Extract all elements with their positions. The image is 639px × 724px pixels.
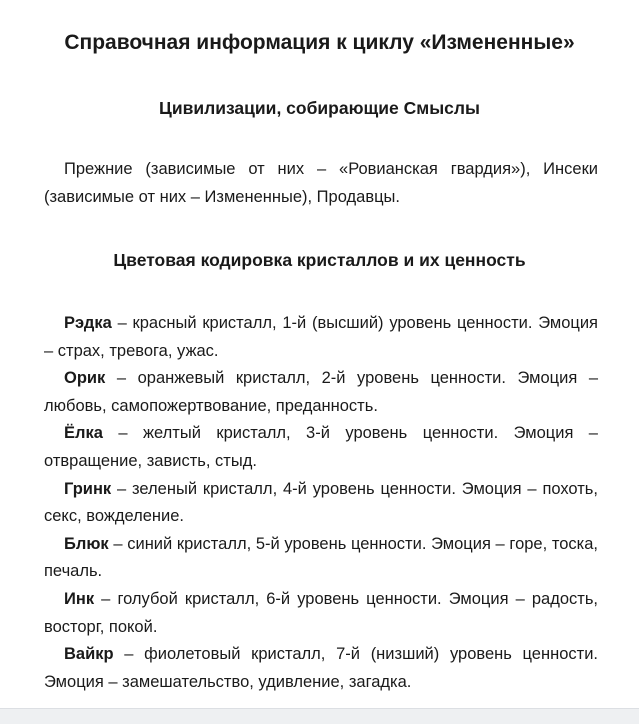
civilizations-heading: Цивилизации, собирающие Смыслы	[159, 98, 480, 118]
crystal-description: – красный кристалл, 1-й (высший) уровень ценности. Эмоция – страх, тревога, ужас.	[44, 314, 598, 360]
crystal-description: – голубой кристалл, 6-й уровень ценности. Эмоция – радость, восторг, покой.	[44, 589, 598, 636]
crystal-description: – желтый кристалл, 3-й уровень ценности. Эмоция – отвращение, зависть, стыд.	[44, 424, 598, 470]
crystal-name: Инк	[64, 589, 95, 608]
crystal-name: Гринк	[64, 479, 112, 498]
crystal-name: Ёлка	[64, 424, 103, 443]
crystal-description: – зеленый кристалл, 4-й уровень ценности. Эмоция – похоть, секс, вожделение.	[44, 479, 598, 526]
bottom-bar	[0, 708, 639, 724]
crystal-list	[44, 310, 598, 696]
crystal-item-ink	[44, 586, 598, 641]
crystal-name: Рэдка	[64, 314, 112, 332]
crystal-name: Блюк	[64, 534, 109, 553]
crystal-item-yolka	[44, 420, 598, 475]
crystals-heading: Цветовая кодировка кристаллов и их ценность	[113, 250, 526, 270]
crystal-description: – фиолетовый кристалл, 7-й (низший) уровень ценности. Эмоция – замешательство, удивление, загадка.	[44, 645, 598, 691]
crystal-item-blyuk	[44, 531, 598, 586]
crystal-name: Вайкр	[64, 645, 114, 664]
civilizations-paragraph: Прежние (зависимые от них – «Ровианская гвардия»), Инсеки (зависимые от них – Измененные), Продавцы.	[44, 160, 598, 206]
crystal-name: Орик	[64, 369, 106, 388]
crystal-item-redka	[44, 310, 598, 365]
crystal-description: – оранжевый кристалл, 2-й уровень ценности. Эмоция – любовь, самопожертвование, преданность.	[44, 369, 598, 415]
document-title: Справочная информация к циклу «Измененные»	[64, 31, 575, 54]
crystal-item-orik	[44, 365, 598, 420]
crystal-item-grink	[44, 476, 598, 531]
crystal-description: – синий кристалл, 5-й уровень ценности. Эмоция – горе, тоска, печаль.	[44, 534, 598, 581]
crystal-item-vaikr	[44, 641, 598, 696]
